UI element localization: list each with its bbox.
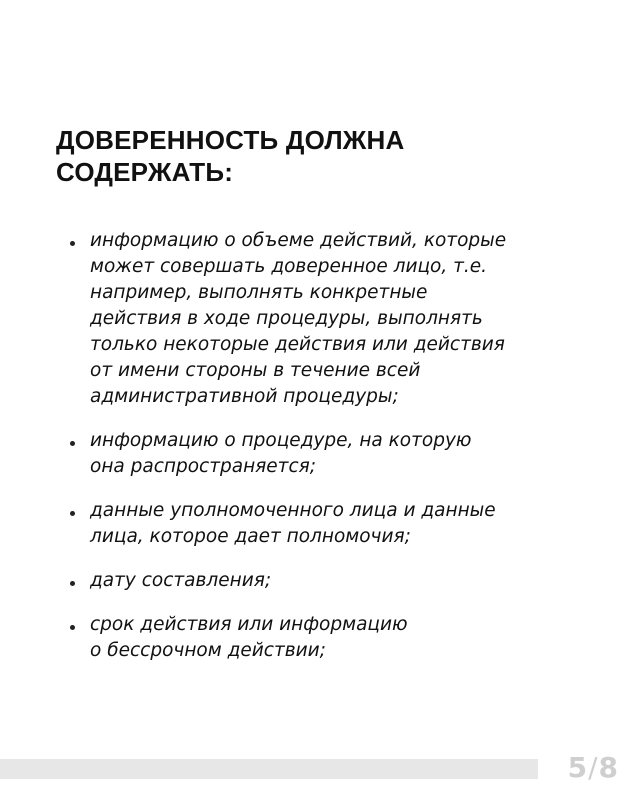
title-line-2: СОДЕРЖАТЬ:: [56, 157, 234, 187]
list-item-line: действия в ходе процедуры, выполнять: [90, 308, 483, 329]
list-item-line: лица, которое дает полномочия;: [90, 526, 411, 547]
list-item: [64, 498, 594, 550]
list-item-line: о бессрочном действии;: [90, 640, 326, 661]
bullet-icon: [70, 441, 75, 446]
bullet-icon: [70, 581, 75, 586]
list-item-line: например, выполнять конкретные: [90, 282, 428, 303]
requirements-list: [64, 228, 594, 682]
bullet-icon: [70, 241, 75, 246]
list-item-line: она распространяется;: [90, 456, 316, 477]
list-item: [64, 568, 594, 594]
list-item-line: срок действия или информацию: [90, 614, 408, 635]
page-total: 8: [598, 751, 618, 784]
page-current: 5: [567, 751, 588, 784]
list-item-line: только некоторые действия или действия: [90, 334, 505, 355]
page-title: [56, 124, 596, 188]
list-item-line: информацию о объеме действий, которые: [90, 230, 507, 251]
bullet-icon: [70, 511, 75, 516]
list-item-line: от имени стороны в течение всей: [90, 360, 421, 381]
bullet-icon: [70, 625, 75, 630]
list-item: [64, 228, 594, 410]
list-item-line: дату составления;: [90, 570, 272, 591]
list-item-line: может совершать доверенное лицо, т.е.: [90, 256, 488, 277]
page-separator: /: [588, 751, 598, 784]
page-indicator: [568, 750, 618, 786]
list-item-line: административной процедуры;: [90, 386, 399, 407]
title-line-1: ДОВЕРЕННОСТЬ ДОЛЖНА: [56, 125, 405, 155]
list-item-line: информацию о процедуре, на которую: [90, 430, 472, 451]
list-item: [64, 428, 594, 480]
list-item-line: данные уполномоченного лица и данные: [90, 500, 496, 521]
list-item: [64, 612, 594, 664]
footer-progress-bar: [0, 759, 538, 779]
